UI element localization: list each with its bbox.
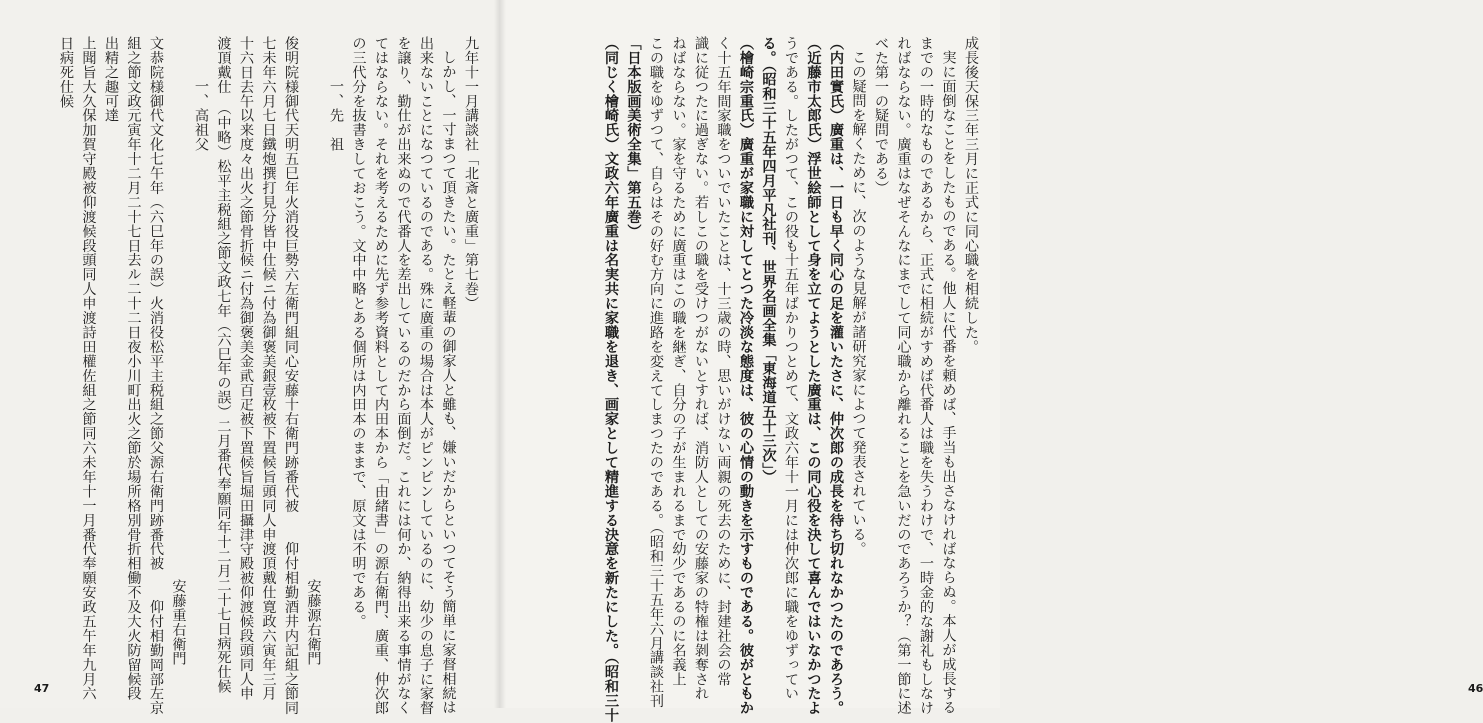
- text-line: く十五年間家職をついでいたことは、十三歳の時、思いがけない両親の死去のために、封建社会の常: [715, 36, 732, 687]
- text-line: 日病死仕候: [58, 36, 74, 109]
- book-gutter: [494, 0, 506, 708]
- text-line: 出来ないことになつているのである。殊に廣重の場合は本人がピンピンしているのに、幼少の息子に家督: [418, 36, 434, 716]
- text-line: この職をゆずつて、自らはその好む方向に進路を変えてしまつたのである。（昭和三十五年六月講談社刊: [648, 36, 664, 709]
- text-line: うである。したがつて、この役も十五年ばかりつとめて、文政六年十一月には仲次郎に職をゆずってい: [783, 36, 799, 701]
- text-line: 一、先 祖: [328, 78, 344, 151]
- page-number-right: 46: [1468, 682, 1483, 695]
- text-line: ねばならない。家を守るために廣重はこの職を継ぎ、自分の子が生まれるまで幼少であるのに名義上: [670, 36, 687, 687]
- text-line: この疑問を解くために、次のような見解が諸研究家によつて発表されている。: [850, 50, 867, 556]
- text-line: しかし、一寸まつて頂きたい。たとえ軽輩の御家人と雖も、嫌いだからといつてそう簡単に家督相続は: [440, 50, 457, 715]
- text-line: 俊明院様御代天明五巳年火消役巨勢六左衛門組同心安藤十右衛門跡番代被 仰付相勤酒井内記組之節同: [283, 36, 299, 716]
- text-line: 「日本版画美術全集」第五巻）: [625, 36, 642, 239]
- text-line: 実に面倒なことをしたものである。他人に代番を頼めば、手当も出さなければならぬ。本人が成長する: [940, 50, 957, 715]
- text-line: 出精之趣可達: [103, 36, 119, 123]
- text-line: ればならない。廣重はなぜそんなにまでして同心職から離れることを急いだのであろうか？（第一節に述: [895, 36, 912, 716]
- page-number-left: 47: [34, 682, 50, 695]
- text-line: 組之節文政元寅年十二月二十七日去ル二十二日夜小川町出火之節於場所格別骨折相働不及大火防留候段: [125, 36, 142, 701]
- text-line: 九年十一月講談社「北斎と廣重」第七巻）: [463, 36, 479, 311]
- text-line: 渡頂戴仕 （中略）松平主税組之節文政七年（六巳年の誤）二月番代奉願同年十二月二十七日病死仕候: [215, 36, 232, 694]
- text-line: を譲り、勤仕が出来ぬので代番人を差出しているのだから面倒だ。これには何か、納得出来る事情がなく: [395, 36, 412, 716]
- text-line: 識に従つたに過ぎない。若しこの職を受けつがないとすれば、消防人としての安藤家の特権は剝奪され: [693, 36, 709, 701]
- text-line: 安藤重右衛門: [170, 579, 187, 666]
- text-line: （近藤市太郎氏）浮世絵師として身を立てようとした廣重は、この同心役を決して喜んではいなかつたよ: [805, 36, 822, 716]
- text-line: 一、高祖父: [193, 78, 209, 151]
- right-page: [500, 0, 1483, 723]
- text-line: （内田實氏）廣重は、一日も早く同心の足を灌いたさに、仲次郎の成長を待ち切れなかつたのであろう。: [828, 36, 844, 716]
- text-line: 文恭院様御代文化七午年（六巳年の誤）火消役松平主税組之節父源右衛門跡番代被 仰付相勤岡部左京: [148, 36, 164, 716]
- text-line: べた第一の疑問である）: [873, 36, 889, 195]
- text-line: る。（昭和三十五年四月平凡社刊、世界名画全集「東海道五十三次」）: [760, 36, 777, 485]
- text-line: （同じく檜崎氏）文政六年廣重は名実共に家職を退き、画家として精進する決意を新たにした。（昭和三十: [603, 36, 619, 723]
- left-page: [0, 0, 500, 716]
- text-line: （檜崎宗重氏）廣重が家職に対してとつた冷淡な態度は、彼の心情の動きを示すものである。彼がともか: [738, 36, 754, 716]
- text-line: の三代分を抜書きしておこう。文中中略とある個所は内田本のままで、原文は不明である。: [350, 36, 367, 629]
- text-line: 上聞旨大久保加賀守殿被仰渡候段頭同人申渡詩田權佐組之節同六未年十一月番代奉願安政五午年九月六: [80, 36, 97, 701]
- text-line: 安藤源右衛門: [305, 579, 322, 666]
- text-line: てはならない。それを考えるために先ず参考資料として内田本から「由緒書」の源右衛門、廣重、仲次郎: [373, 36, 389, 716]
- text-line: 十六日去午以来度々出火之節骨折候ニ付為御褒美金貮百疋被下置候旨堀田攝津守殿被仰渡候段頭同人申: [238, 36, 254, 701]
- text-line: までの一時的なものであるから、正式に相続がすめば代番人は職を失うわけで、一時金的な謝礼もしなけ: [918, 36, 934, 716]
- right-page-text: [512, 36, 982, 723]
- text-line: 成長後天保三年三月に正式に同心職を相続した。: [963, 36, 979, 354]
- text-line: 七未年六月七日鐵炮撰打見分皆中仕候ニ付為御褒美銀壹枚被下置候旨頭同人申渡頂戴仕寛政六寅年三月: [260, 36, 277, 701]
